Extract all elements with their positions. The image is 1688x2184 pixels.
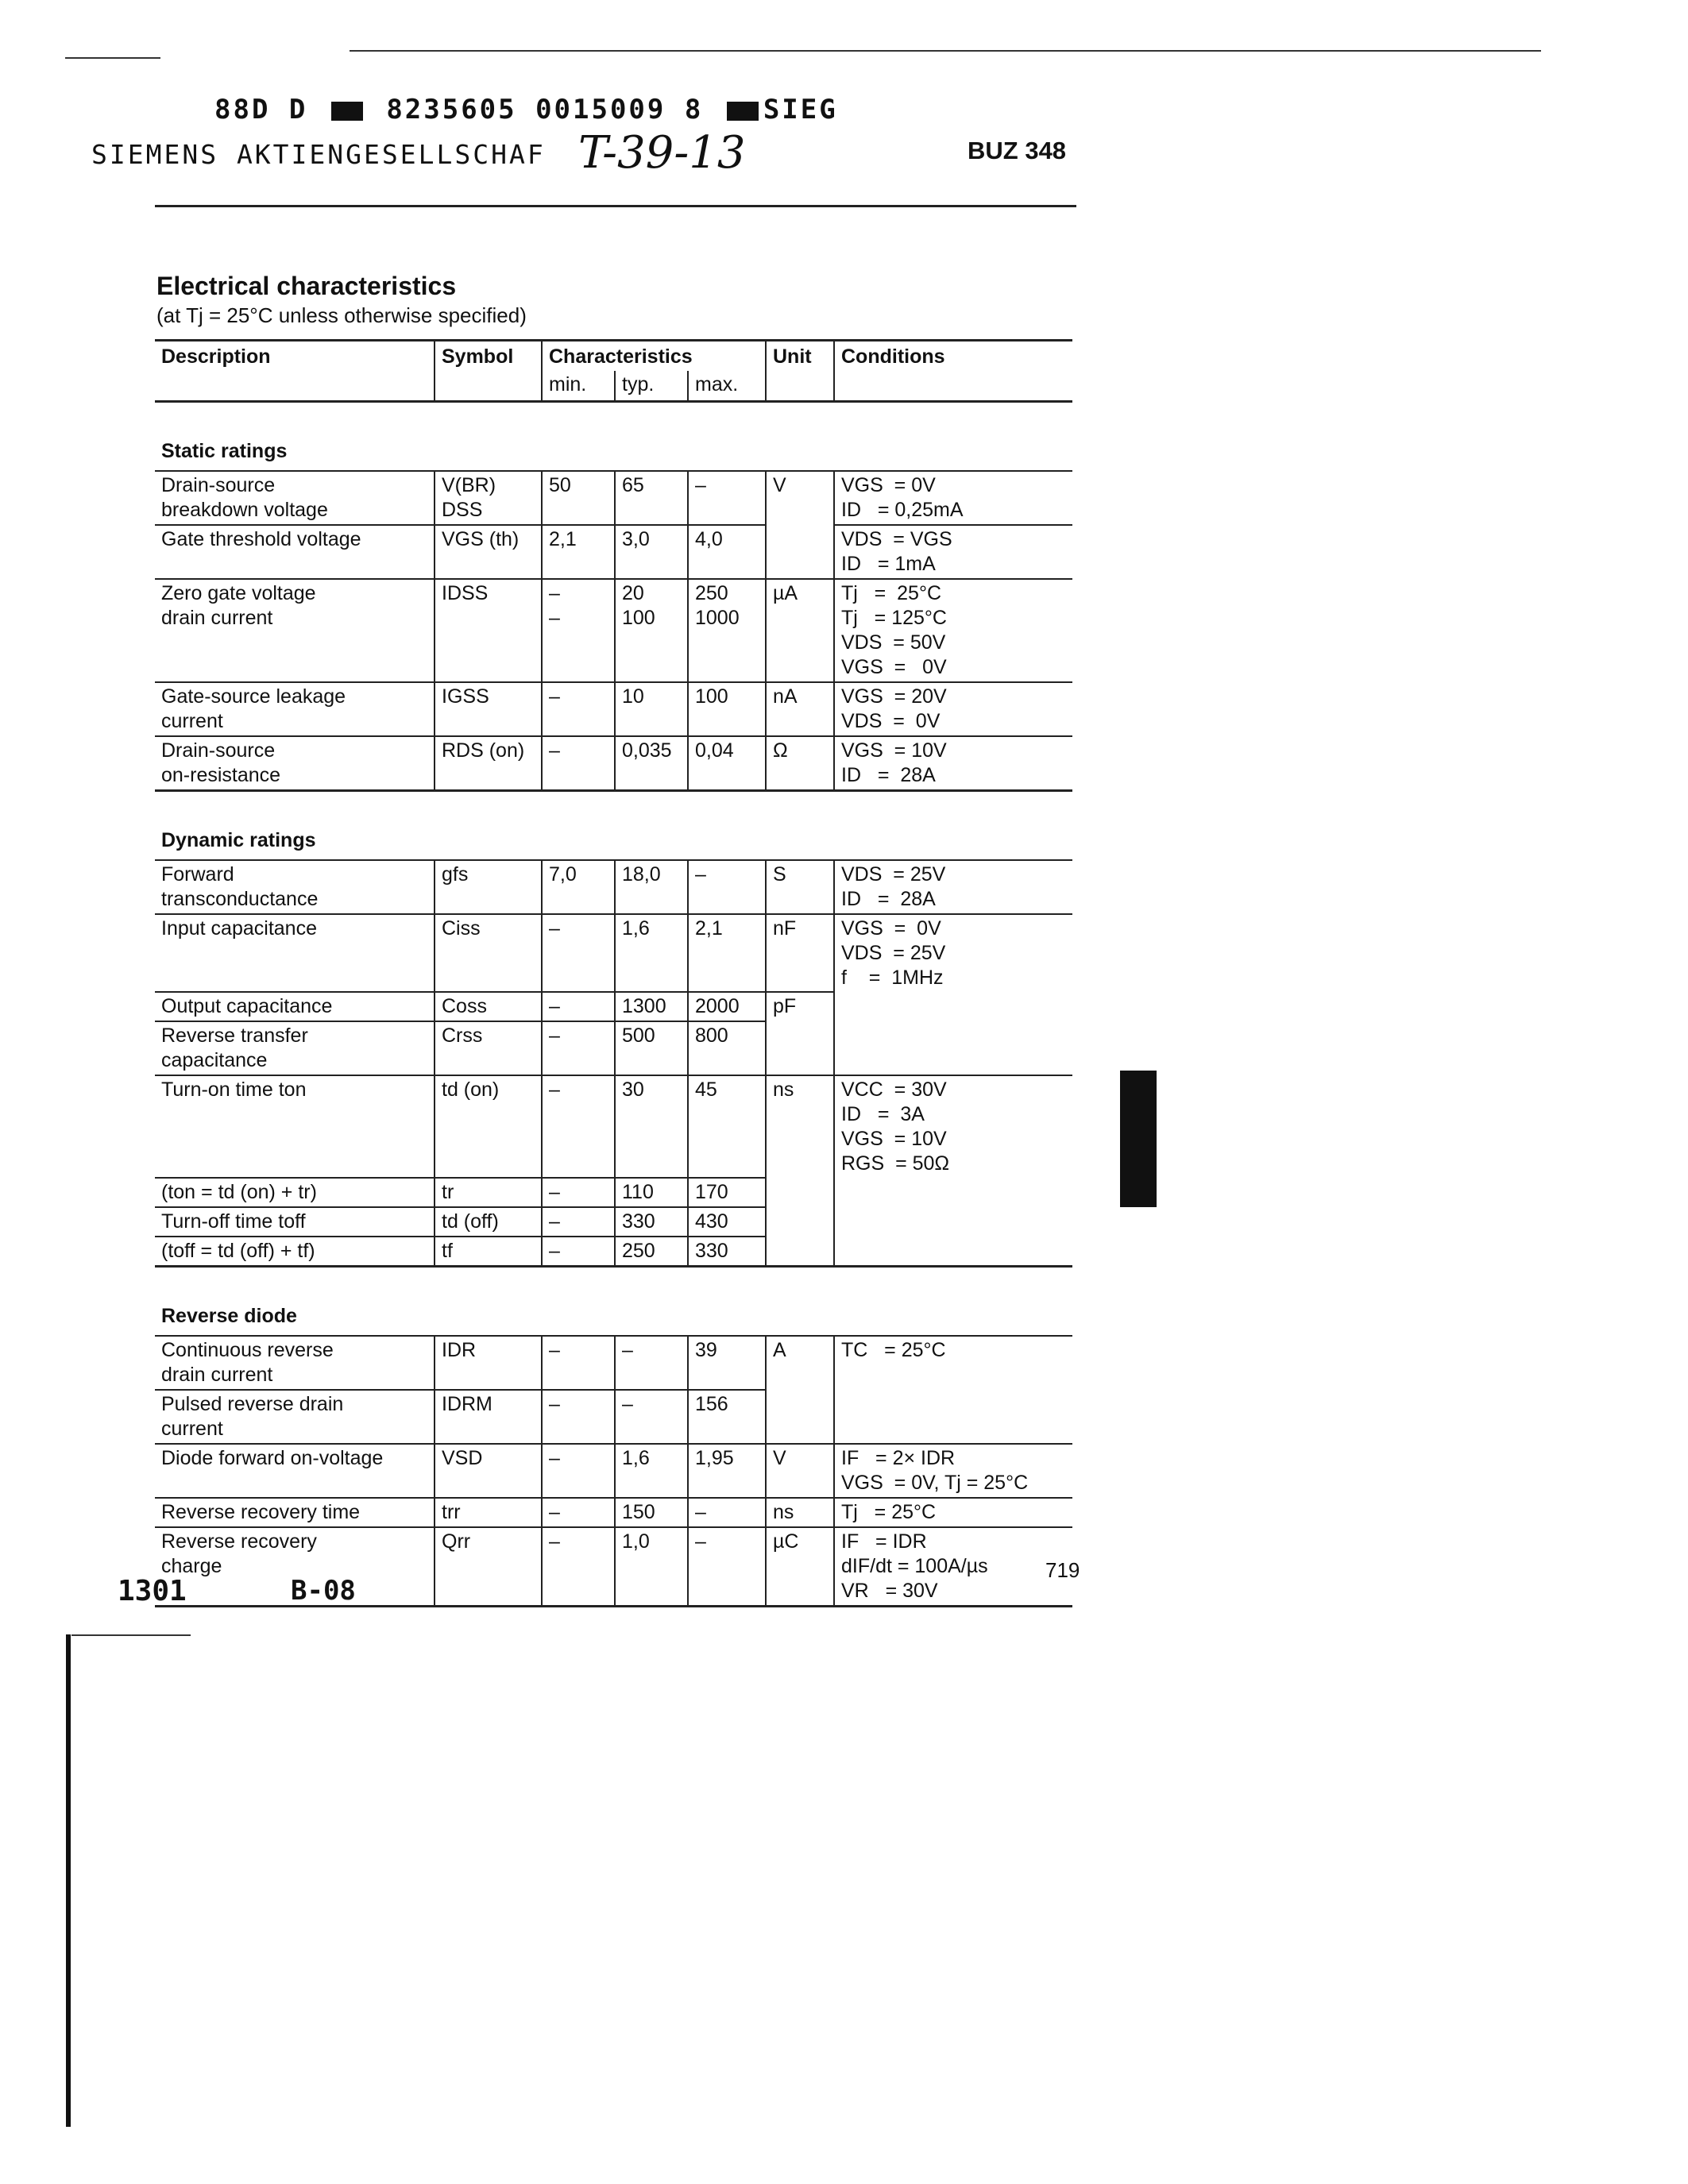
cell-line: capacitance	[161, 1049, 268, 1071]
part-number: BUZ 348	[968, 137, 1067, 164]
cell-typ	[615, 1178, 688, 1207]
cell-min	[542, 992, 615, 1021]
cell-line: 4,0	[695, 528, 723, 550]
cell-min	[542, 1527, 615, 1607]
cell-typ	[615, 992, 688, 1021]
condition-line: IF = IDR	[841, 1530, 927, 1553]
cell-description	[155, 1021, 435, 1075]
scan-artifact-edge	[66, 1634, 71, 2127]
group-row-reverse	[155, 1299, 1072, 1336]
section-title: Electrical characteristics	[156, 272, 457, 300]
condition-line: VGS = 20V	[841, 685, 947, 708]
cell-max	[688, 1336, 766, 1390]
condition-line: ID = 3A	[841, 1103, 925, 1125]
cell-description	[155, 1498, 435, 1527]
cell-line: 1,6	[622, 917, 650, 940]
cell-conditions	[834, 1207, 1072, 1237]
cell-description	[155, 1075, 435, 1178]
cell-typ	[615, 471, 688, 525]
cell-line: –	[549, 1181, 560, 1203]
code-segment-b: 8235605 0015009 8	[386, 94, 704, 125]
cell-unit: nF	[766, 914, 834, 992]
cell-line: Continuous reverse	[161, 1339, 334, 1361]
cell-line: 170	[695, 1181, 728, 1203]
condition-line: VGS = 10V	[841, 739, 947, 762]
cell-symbol: td (off)	[435, 1207, 542, 1237]
condition-line: Tj = 25°C	[841, 1501, 937, 1523]
header-min: min.	[542, 371, 615, 402]
condition-line: VDS = 50V	[841, 631, 946, 654]
cell-min	[542, 1178, 615, 1207]
cell-line: –	[549, 1393, 560, 1415]
cell-symbol: V(BR) DSS	[435, 471, 542, 525]
condition-line: ID = 28A	[841, 888, 936, 910]
section-subtitle: (at Tj = 25°C unless otherwise specified)	[156, 303, 527, 327]
cell-min	[542, 1444, 615, 1498]
condition-line: VGS = 10V	[841, 1128, 947, 1150]
cell-line: –	[549, 1339, 560, 1361]
scan-artifact-line	[350, 50, 1541, 52]
cell-symbol: Ciss	[435, 914, 542, 992]
cell-description	[155, 1207, 435, 1237]
page-number: 719	[1045, 1558, 1080, 1582]
cell-unit	[766, 1207, 834, 1237]
group-row-static	[155, 434, 1072, 471]
group-title: Dynamic ratings	[161, 829, 316, 851]
company-name: SIEMENS AKTIENGESELLSCHAF	[91, 139, 546, 170]
cell-max	[688, 1207, 766, 1237]
cell-unit: ns	[766, 1075, 834, 1178]
cell-line: –	[549, 685, 560, 708]
condition-line: VCC = 30V	[841, 1078, 947, 1101]
cell-max	[688, 1178, 766, 1207]
table-row	[155, 1021, 1072, 1075]
redaction-block	[331, 102, 363, 121]
cell-unit: ns	[766, 1498, 834, 1527]
cell-line: Drain-source	[161, 739, 276, 762]
cell-description	[155, 1390, 435, 1444]
cell-typ	[615, 914, 688, 992]
cell-line: 39	[695, 1339, 717, 1361]
characteristics-table	[155, 339, 1072, 1607]
cell-line: 330	[622, 1210, 655, 1233]
cell-line: –	[549, 1024, 560, 1047]
cell-conditions	[834, 682, 1072, 736]
cell-unit	[766, 525, 834, 579]
cell-line: –	[549, 1078, 560, 1101]
code-segment-c: SIEG	[763, 94, 838, 125]
cell-max	[688, 1237, 766, 1267]
cell-symbol: td (on)	[435, 1075, 542, 1178]
cell-typ	[615, 1237, 688, 1267]
condition-line: VDS = VGS	[841, 528, 952, 550]
table-row	[155, 1075, 1072, 1178]
cell-max	[688, 579, 766, 682]
condition-line: VDS = 25V	[841, 942, 946, 964]
cell-line: –	[695, 1501, 706, 1523]
cell-unit: Ω	[766, 736, 834, 791]
cell-symbol: tf	[435, 1237, 542, 1267]
cell-conditions	[834, 992, 1072, 1021]
condition-line: f = 1MHz	[841, 967, 944, 989]
cell-line: 250	[622, 1240, 655, 1262]
cell-line: 1300	[622, 995, 666, 1017]
cell-max	[688, 471, 766, 525]
cell-line: 7,0	[549, 863, 577, 886]
group-spacer	[155, 1267, 1072, 1300]
cell-min	[542, 1390, 615, 1444]
table-row	[155, 579, 1072, 682]
cell-conditions	[834, 525, 1072, 579]
header-description: Description	[155, 341, 435, 372]
cell-line: Input capacitance	[161, 917, 317, 940]
cell-line: Gate-source leakage	[161, 685, 346, 708]
cell-line: Zero gate voltage	[161, 582, 316, 604]
cell-unit: µA	[766, 579, 834, 682]
cell-symbol: tr	[435, 1178, 542, 1207]
cell-description	[155, 1237, 435, 1267]
condition-line: VGS = 0V	[841, 917, 941, 940]
cell-line: 10	[622, 685, 644, 708]
condition-line: IF = 2× IDR	[841, 1447, 956, 1469]
cell-line: 0,04	[695, 739, 734, 762]
cell-symbol: IDRM	[435, 1390, 542, 1444]
cell-unit	[766, 1390, 834, 1444]
condition-line: Tj = 125°C	[841, 607, 947, 629]
cell-line: Diode forward on-voltage	[161, 1447, 384, 1469]
cell-line: 100	[622, 607, 655, 629]
cell-line: 2,1	[695, 917, 723, 940]
table-row	[155, 471, 1072, 525]
cell-min	[542, 525, 615, 579]
cell-description	[155, 471, 435, 525]
cell-line: (toff = td (off) + tf)	[161, 1240, 315, 1262]
cell-description	[155, 1178, 435, 1207]
cell-line: Reverse recovery	[161, 1530, 317, 1553]
table-row	[155, 736, 1072, 791]
group-title: Static ratings	[161, 440, 288, 462]
cell-line: Gate threshold voltage	[161, 528, 361, 550]
group-spacer	[155, 791, 1072, 824]
cell-description	[155, 860, 435, 914]
cell-max	[688, 860, 766, 914]
cell-conditions	[834, 736, 1072, 791]
cell-typ	[615, 1498, 688, 1527]
cell-description	[155, 682, 435, 736]
table-header-row	[155, 341, 1072, 372]
cell-max	[688, 525, 766, 579]
cell-line: Output capacitance	[161, 995, 333, 1017]
cell-max	[688, 682, 766, 736]
footer-right-code: B-08	[291, 1575, 356, 1607]
cell-conditions	[834, 579, 1072, 682]
cell-typ	[615, 1527, 688, 1607]
cell-line: current	[161, 710, 223, 732]
table-row	[155, 1498, 1072, 1527]
group-title: Reverse diode	[161, 1305, 297, 1327]
cell-line: 110	[622, 1181, 654, 1203]
cell-min	[542, 1207, 615, 1237]
table-row	[155, 1336, 1072, 1390]
cell-line: drain current	[161, 1364, 273, 1386]
table-row	[155, 1178, 1072, 1207]
table-row	[155, 914, 1072, 992]
cell-unit: V	[766, 1444, 834, 1498]
cell-max	[688, 1527, 766, 1607]
cell-line: 20	[622, 582, 644, 604]
cell-line: 800	[695, 1024, 728, 1047]
cell-line: Reverse recovery time	[161, 1501, 361, 1523]
cell-unit: µC	[766, 1527, 834, 1607]
cell-line: charge	[161, 1555, 222, 1577]
cell-description	[155, 992, 435, 1021]
cell-line: Drain-source	[161, 474, 276, 496]
table-row	[155, 860, 1072, 914]
cell-line: –	[549, 1501, 560, 1523]
cell-max	[688, 1075, 766, 1178]
condition-line: VR = 30V	[841, 1580, 938, 1602]
condition-line: TC = 25°C	[841, 1339, 946, 1361]
cell-line: –	[622, 1393, 633, 1415]
cell-conditions	[834, 471, 1072, 525]
cell-symbol: trr	[435, 1498, 542, 1527]
cell-conditions	[834, 1336, 1072, 1390]
condition-line: ID = 0,25mA	[841, 499, 964, 521]
cell-description	[155, 914, 435, 992]
cell-conditions	[834, 914, 1072, 992]
cell-line: 2,1	[549, 528, 577, 550]
cell-symbol: Crss	[435, 1021, 542, 1075]
cell-description	[155, 579, 435, 682]
document-code-line	[214, 94, 838, 125]
cell-line: –	[549, 1447, 560, 1469]
condition-line: Tj = 25°C	[841, 582, 942, 604]
cell-line: Reverse transfer	[161, 1024, 308, 1047]
cell-symbol: Coss	[435, 992, 542, 1021]
cell-line: 0,035	[622, 739, 672, 762]
header-unit: Unit	[766, 341, 834, 372]
cell-conditions	[834, 1390, 1072, 1444]
table-body	[155, 402, 1072, 1607]
cell-symbol: IDSS	[435, 579, 542, 682]
cell-typ	[615, 525, 688, 579]
footer-left-code: 1301	[118, 1575, 187, 1607]
cell-typ	[615, 1390, 688, 1444]
cell-min	[542, 579, 615, 682]
cell-conditions	[834, 1444, 1072, 1498]
scan-artifact-block	[1120, 1071, 1157, 1207]
cell-unit	[766, 1237, 834, 1267]
table-subheader-row	[155, 371, 1072, 402]
table-row	[155, 992, 1072, 1021]
header-conditions: Conditions	[834, 341, 1072, 372]
cell-line: Turn-off time toff	[161, 1210, 306, 1233]
cell-line: –	[549, 582, 560, 604]
scan-artifact-line	[71, 1634, 191, 1636]
cell-typ	[615, 1444, 688, 1498]
cell-line: 1,0	[622, 1530, 650, 1553]
cell-conditions	[834, 1527, 1072, 1607]
group-row-dynamic	[155, 824, 1072, 860]
cell-unit	[766, 1021, 834, 1075]
table-row	[155, 1237, 1072, 1267]
header-divider	[155, 205, 1076, 207]
cell-max	[688, 736, 766, 791]
condition-line: ID = 1mA	[841, 553, 936, 575]
cell-max	[688, 992, 766, 1021]
cell-conditions	[834, 1178, 1072, 1207]
cell-line: –	[695, 863, 706, 886]
cell-line: –	[695, 474, 706, 496]
cell-line: 50	[549, 474, 571, 496]
cell-line: 2000	[695, 995, 740, 1017]
table-row	[155, 682, 1072, 736]
cell-line: 330	[695, 1240, 728, 1262]
cell-line: 430	[695, 1210, 728, 1233]
cell-symbol: gfs	[435, 860, 542, 914]
cell-line: 18,0	[622, 863, 661, 886]
cell-conditions	[834, 860, 1072, 914]
cell-typ	[615, 860, 688, 914]
cell-line: 45	[695, 1078, 717, 1101]
cell-typ	[615, 1207, 688, 1237]
cell-line: transconductance	[161, 888, 319, 910]
cell-line: Pulsed reverse drain	[161, 1393, 344, 1415]
cell-min	[542, 914, 615, 992]
cell-unit: A	[766, 1336, 834, 1390]
cell-min	[542, 471, 615, 525]
cell-line: breakdown voltage	[161, 499, 328, 521]
cell-unit	[766, 1178, 834, 1207]
cell-line: (ton = td (on) + tr)	[161, 1181, 317, 1203]
cell-typ	[615, 682, 688, 736]
table-row	[155, 1444, 1072, 1498]
cell-line: 3,0	[622, 528, 650, 550]
cell-max	[688, 1021, 766, 1075]
cell-line: 1000	[695, 607, 740, 629]
condition-line: ID = 28A	[841, 764, 936, 786]
condition-line: VGS = 0V	[841, 474, 936, 496]
cell-line: –	[549, 995, 560, 1017]
condition-line: VGS = 0V, Tj = 25°C	[841, 1472, 1029, 1494]
cell-line: 500	[622, 1024, 655, 1047]
cell-min	[542, 860, 615, 914]
cell-line: 156	[695, 1393, 728, 1415]
cell-conditions	[834, 1237, 1072, 1267]
cell-line: Turn-on time ton	[161, 1078, 307, 1101]
cell-line: –	[549, 1210, 560, 1233]
header-typ: typ.	[615, 371, 688, 402]
cell-min	[542, 682, 615, 736]
cell-symbol: IGSS	[435, 682, 542, 736]
cell-conditions	[834, 1498, 1072, 1527]
cell-unit: pF	[766, 992, 834, 1021]
cell-typ	[615, 1075, 688, 1178]
cell-symbol: Qrr	[435, 1527, 542, 1607]
group-spacer	[155, 402, 1072, 435]
table-row	[155, 1390, 1072, 1444]
cell-line: –	[549, 1240, 560, 1262]
header-symbol: Symbol	[435, 341, 542, 372]
cell-unit: S	[766, 860, 834, 914]
handwritten-reference: T-39-13	[578, 127, 746, 179]
cell-line: on-resistance	[161, 764, 281, 786]
cell-symbol: RDS (on)	[435, 736, 542, 791]
cell-symbol: VSD	[435, 1444, 542, 1498]
cell-conditions	[834, 1021, 1072, 1075]
cell-line: drain current	[161, 607, 273, 629]
table-row	[155, 525, 1072, 579]
cell-min	[542, 736, 615, 791]
cell-line: –	[549, 739, 560, 762]
cell-line: 100	[695, 685, 728, 708]
redaction-block	[727, 102, 759, 121]
cell-symbol: IDR	[435, 1336, 542, 1390]
cell-description	[155, 736, 435, 791]
cell-line: Forward	[161, 863, 234, 886]
cell-max	[688, 1498, 766, 1527]
cell-min	[542, 1498, 615, 1527]
cell-typ	[615, 579, 688, 682]
cell-line: 30	[622, 1078, 644, 1101]
cell-line: 250	[695, 582, 728, 604]
cell-typ	[615, 1336, 688, 1390]
cell-line: 1,95	[695, 1447, 734, 1469]
condition-line: dIF/dt = 100A/µs	[841, 1555, 988, 1577]
cell-unit: V	[766, 471, 834, 525]
cell-typ	[615, 1021, 688, 1075]
cell-unit: nA	[766, 682, 834, 736]
condition-line: RGS = 50Ω	[841, 1152, 950, 1175]
cell-min	[542, 1075, 615, 1178]
header-max: max.	[688, 371, 766, 402]
cell-max	[688, 1390, 766, 1444]
cell-line: –	[549, 1530, 560, 1553]
table-row	[155, 1207, 1072, 1237]
condition-line: VDS = 0V	[841, 710, 941, 732]
cell-conditions	[834, 1075, 1072, 1178]
cell-typ	[615, 736, 688, 791]
cell-line: –	[695, 1530, 706, 1553]
cell-line: 150	[622, 1501, 655, 1523]
cell-min	[542, 1336, 615, 1390]
scan-artifact-line	[65, 57, 160, 59]
cell-line: current	[161, 1418, 223, 1440]
cell-min	[542, 1021, 615, 1075]
cell-line: –	[549, 917, 560, 940]
cell-max	[688, 1444, 766, 1498]
cell-description	[155, 1336, 435, 1390]
cell-line: –	[549, 607, 560, 629]
condition-line: VGS = 0V	[841, 656, 947, 678]
cell-line: –	[622, 1339, 633, 1361]
condition-line: VDS = 25V	[841, 863, 946, 886]
cell-description	[155, 525, 435, 579]
cell-symbol: VGS (th)	[435, 525, 542, 579]
cell-line: 1,6	[622, 1447, 650, 1469]
cell-description	[155, 1444, 435, 1498]
cell-min	[542, 1237, 615, 1267]
cell-line: 65	[622, 474, 644, 496]
cell-max	[688, 914, 766, 992]
code-segment-a: 88D D	[214, 94, 308, 125]
header-characteristics: Characteristics	[542, 341, 766, 372]
